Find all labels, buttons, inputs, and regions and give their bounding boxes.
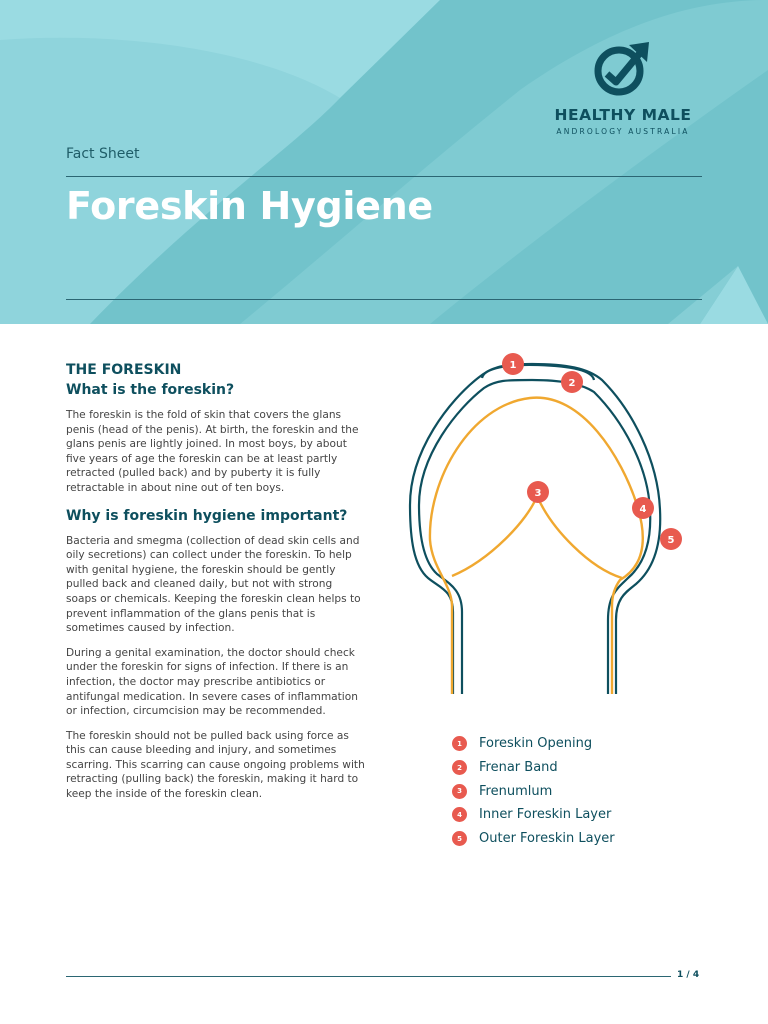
legend-label: Foreskin Opening bbox=[479, 736, 593, 752]
legend-number-badge: 1 bbox=[452, 736, 467, 751]
legend-number-badge: 2 bbox=[452, 760, 467, 775]
page-number: 1 / 4 bbox=[677, 970, 700, 980]
diagram-marker-1 bbox=[502, 353, 524, 375]
header-banner bbox=[0, 0, 768, 324]
legend-number-badge: 4 bbox=[452, 807, 467, 822]
foreskin-diagram bbox=[400, 345, 700, 700]
diagram-marker-4-label: 4 bbox=[639, 504, 647, 515]
legend-label: Inner Foreskin Layer bbox=[479, 807, 612, 823]
question-heading-2: Why is foreskin hygiene important? bbox=[66, 507, 348, 524]
logo-subtitle: ANDROLOGY AUSTRALIA bbox=[556, 127, 690, 136]
paragraph-3: During a genital examination, the doctor should check under the foreskin for signs of infection. If there is an infection, the doctor may prescribe antibiotics or antifungal medication. In severe cases of inflammation or infection, circumcision may be recommended. bbox=[66, 646, 358, 718]
diagram-marker-1-label: 1 bbox=[509, 360, 517, 371]
question-heading-1: What is the foreskin? bbox=[66, 382, 235, 398]
paragraph-4: The foreskin should not be pulled back using force as this can cause bleeding and injury, and sometimes scarring. This scarring can cause ongoing problems with retracting (pulling back) the foreskin, making it hard to keep the inside of the foreskin clean. bbox=[66, 729, 365, 801]
legend-item-outer-foreskin-layer bbox=[452, 827, 615, 851]
legend-label: Outer Foreskin Layer bbox=[479, 831, 615, 847]
diagram-marker-3 bbox=[527, 481, 549, 503]
legend-item-inner-foreskin-layer bbox=[452, 803, 615, 827]
diagram-legend bbox=[452, 732, 615, 850]
frenulum-line bbox=[452, 496, 622, 578]
outer-layer-line bbox=[410, 364, 660, 694]
legend-item-frenulum bbox=[452, 779, 615, 803]
paragraph-1: The foreskin is the fold of skin that covers the glans penis (head of the penis). At birth, the foreskin and the glans penis are lightly joined. In most boys, by about five years of age the foreskin can be at least partly retracted (pulled back) and by puberty it is fully retractable in about nine out of ten boys. bbox=[66, 409, 359, 494]
header-rule-bottom bbox=[66, 299, 702, 300]
paragraph-2: Bacteria and smegma (collection of dead skin cells and oily secretions) can collect under the foreskin. To help with genital hygiene, the foreskin should be gently pulled back and cleaned daily, but not with strong soaps or chemicals. Keeping the foreskin clean helps to prevent inflammation of the glans penis that is sometimes caused by infection. bbox=[66, 534, 361, 635]
logo-mark-icon bbox=[591, 40, 655, 98]
fact-sheet-label: Fact Sheet bbox=[66, 146, 140, 162]
page-title: Foreskin Hygiene bbox=[66, 184, 433, 228]
logo-name: HEALTHY MALE bbox=[554, 106, 692, 124]
legend-label: Frenumlum bbox=[479, 783, 553, 799]
diagram-marker-2 bbox=[561, 371, 583, 393]
legend-label: Frenar Band bbox=[479, 760, 558, 776]
diagram-marker-4 bbox=[632, 497, 654, 519]
header-rule-top bbox=[66, 176, 702, 177]
legend-item-frenar-band bbox=[452, 756, 615, 780]
legend-number-badge: 3 bbox=[452, 784, 467, 799]
healthy-male-logo bbox=[538, 40, 708, 136]
diagram-marker-2-label: 2 bbox=[568, 378, 576, 389]
legend-item-foreskin-opening bbox=[452, 732, 615, 756]
diagram-marker-3-label: 3 bbox=[534, 488, 542, 499]
section-title: THE FORESKIN bbox=[66, 362, 182, 378]
legend-number-badge: 5 bbox=[452, 831, 467, 846]
article-body bbox=[66, 362, 366, 812]
footer-rule bbox=[66, 976, 671, 977]
diagram-marker-5-label: 5 bbox=[667, 535, 675, 546]
diagram-marker-5 bbox=[660, 528, 682, 550]
